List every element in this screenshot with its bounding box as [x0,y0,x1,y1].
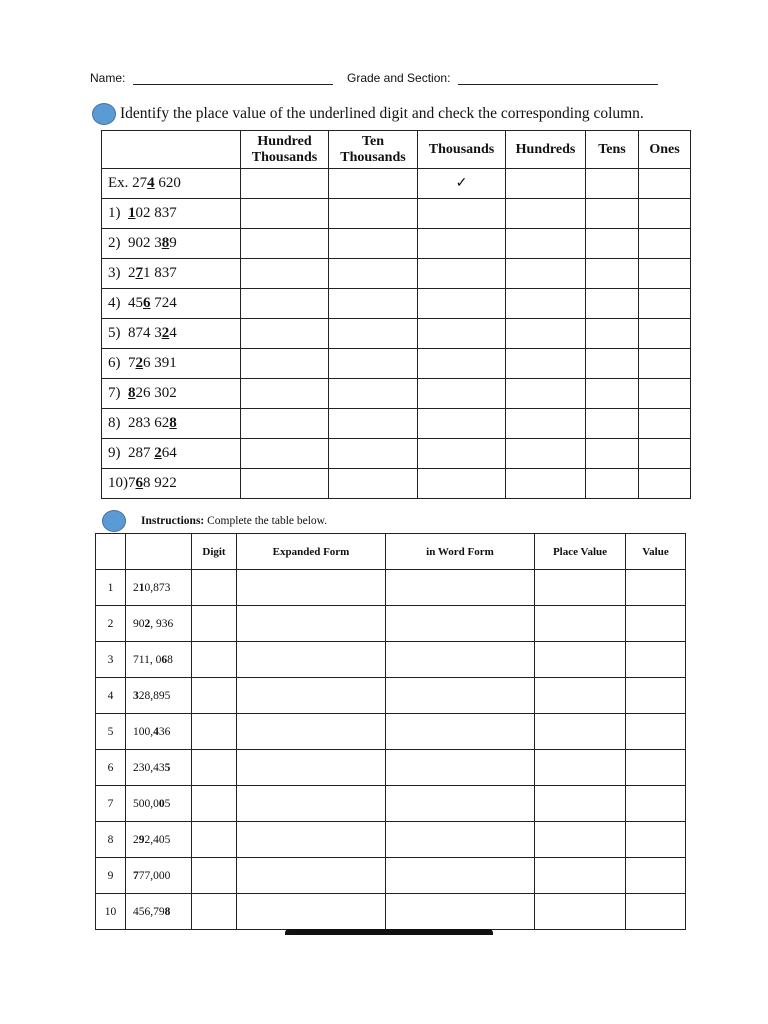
row-label: 4) [108,295,128,311]
check-cell[interactable] [329,469,418,499]
number-post: 620 [154,175,181,191]
check-cell[interactable] [241,379,329,409]
answer-cell[interactable] [192,606,237,642]
underlined-digit: 4 [147,175,155,191]
number-cell [102,379,241,409]
column-header [126,534,192,570]
column-header: Ones [639,131,691,169]
number-cell [102,409,241,439]
number-post: 26 302 [135,385,177,401]
row-label: 2) [108,235,128,251]
check-cell[interactable] [329,409,418,439]
number-cell [126,894,192,930]
bold-digit: 3 [133,689,139,702]
grade-section-blank[interactable] [458,74,658,85]
check-cell[interactable] [639,469,691,499]
bullet-icon [102,510,126,532]
check-cell[interactable] [586,469,639,499]
check-cell[interactable] [241,469,329,499]
answer-cell[interactable] [192,570,237,606]
number-post: 36 [158,725,171,738]
answer-cell[interactable] [237,714,386,750]
answer-cell[interactable] [535,714,626,750]
answer-cell[interactable] [386,822,535,858]
bold-digit: 6 [161,653,168,666]
check-cell[interactable] [329,349,418,379]
table-row [102,409,691,439]
number-pre: 456,79 [133,905,165,918]
answer-cell[interactable] [237,750,386,786]
check-cell[interactable] [586,229,639,259]
part1-instruction: Identify the place value of the underlined digit and check the corresponding column. [120,105,644,122]
check-cell[interactable] [639,409,691,439]
answer-cell[interactable] [192,894,237,930]
check-cell[interactable] [418,349,506,379]
answer-cell[interactable] [192,642,237,678]
answer-cell[interactable] [626,714,686,750]
number-post: 6 391 [143,355,177,371]
number-pre: 7 [128,475,136,491]
row-label: Ex. [108,175,133,191]
answer-cell[interactable] [192,858,237,894]
answer-cell[interactable] [535,606,626,642]
check-cell[interactable] [329,199,418,229]
answer-cell[interactable] [386,894,535,930]
number-post: 0,873 [144,581,171,594]
answer-cell[interactable] [386,570,535,606]
column-header [102,131,241,169]
underlined-digit: 6 [143,295,151,311]
number-post: 4 [169,325,177,341]
bold-digit: 7 [133,869,139,882]
answer-cell[interactable] [626,678,686,714]
check-mark-icon: ✓ [455,176,468,191]
row-label: 9) [108,445,128,461]
table-row [96,858,686,894]
table-row [96,606,686,642]
name-field[interactable] [90,71,333,85]
column-header [96,534,126,570]
answer-cell[interactable] [237,894,386,930]
check-cell[interactable] [329,439,418,469]
row-label: 1) [108,205,128,221]
answer-cell[interactable] [535,750,626,786]
number-post: 9 [169,235,177,251]
check-cell[interactable] [329,319,418,349]
check-cell[interactable] [506,319,586,349]
check-cell[interactable] [241,229,329,259]
check-cell[interactable] [506,169,586,199]
number-cell [126,750,192,786]
row-index: 1 [96,570,126,606]
number-cell [102,289,241,319]
number-cell [126,858,192,894]
check-cell[interactable] [329,379,418,409]
answer-cell[interactable] [626,570,686,606]
instruction-bold: Instructions: [141,515,205,527]
check-cell[interactable] [241,169,329,199]
grade-section-label: Grade and Section: [347,71,451,85]
check-cell[interactable] [639,229,691,259]
underlined-digit: 8 [128,385,136,401]
answer-cell[interactable] [626,786,686,822]
number-pre: 2 [128,265,136,281]
underlined-digit: 2 [161,325,170,341]
column-header: Expanded Form [237,534,386,570]
answer-cell[interactable] [192,678,237,714]
check-cell[interactable] [586,289,639,319]
table-row [102,289,691,319]
number-cell [102,469,241,499]
number-pre: 230,43 [133,761,165,774]
number-post: 8 [167,653,173,666]
name-blank[interactable] [133,74,333,85]
check-cell[interactable] [418,469,506,499]
answer-cell[interactable] [535,642,626,678]
table-row [102,319,691,349]
page-edge-bar [285,929,493,935]
answer-cell[interactable] [535,678,626,714]
check-cell[interactable] [639,319,691,349]
column-header: Place Value [535,534,626,570]
check-cell[interactable] [586,169,639,199]
answer-cell[interactable] [386,786,535,822]
answer-cell[interactable] [237,678,386,714]
check-cell[interactable] [418,199,506,229]
answer-cell[interactable] [237,606,386,642]
number-pre: 45 [128,295,143,311]
check-cell[interactable] [418,289,506,319]
column-header: in Word Form [386,534,535,570]
row-label: 8) [108,415,128,431]
number-pre: 2 [133,833,139,846]
bold-digit: 8 [164,905,171,918]
underlined-digit: 1 [128,205,136,221]
column-header: Value [626,534,686,570]
row-label: 7) [108,385,128,401]
place-value-check-table [101,130,691,499]
row-index: 2 [96,606,126,642]
answer-cell[interactable] [626,822,686,858]
check-cell[interactable] [506,469,586,499]
check-cell[interactable] [418,319,506,349]
bold-digit: 9 [138,833,145,846]
answer-cell[interactable] [626,894,686,930]
number-pre: 90 [133,617,145,630]
answer-cell[interactable] [237,570,386,606]
row-index: 8 [96,822,126,858]
answer-cell[interactable] [535,858,626,894]
number-pre: 500,0 [133,797,159,810]
check-cell[interactable] [506,439,586,469]
number-cell [126,642,192,678]
table-row [102,439,691,469]
check-cell[interactable] [506,289,586,319]
column-header: Tens [586,131,639,169]
number-cell [102,439,241,469]
number-cell [102,349,241,379]
check-cell[interactable] [418,259,506,289]
number-post: 77,000 [138,869,171,882]
check-cell[interactable] [418,229,506,259]
check-cell[interactable] [586,439,639,469]
number-cell [102,199,241,229]
answer-cell[interactable] [535,570,626,606]
column-header: Thousands [418,131,506,169]
row-index: 6 [96,750,126,786]
check-cell[interactable] [241,319,329,349]
number-cell [126,714,192,750]
number-pre: 711, 0 [133,653,162,666]
check-cell[interactable] [506,259,586,289]
table-row [102,259,691,289]
check-cell[interactable] [639,199,691,229]
number-post: 8 922 [143,475,177,491]
number-pre: 287 [128,445,155,461]
answer-cell[interactable] [626,606,686,642]
check-cell[interactable] [639,379,691,409]
check-cell[interactable] [329,289,418,319]
bold-digit: 5 [164,761,171,774]
number-cell [126,570,192,606]
check-cell[interactable] [586,199,639,229]
check-cell[interactable] [241,439,329,469]
bold-digit: 2 [144,617,151,630]
table-row [102,379,691,409]
table-row [102,469,691,499]
column-header: Digit [192,534,237,570]
row-index: 3 [96,642,126,678]
underlined-digit: 2 [154,445,162,461]
underlined-digit: 2 [135,355,143,371]
answer-cell[interactable] [626,750,686,786]
grade-section-field[interactable] [347,71,658,85]
answer-cell[interactable] [626,858,686,894]
number-cell [126,786,192,822]
bullet-icon [92,103,116,125]
bold-digit: 4 [153,725,159,738]
check-cell[interactable] [241,409,329,439]
column-header: Ten Thousands [329,131,418,169]
check-cell[interactable] [639,439,691,469]
number-pre: 100, [133,725,154,738]
answer-cell[interactable] [386,606,535,642]
underlined-digit: 8 [161,235,170,251]
check-cell[interactable] [586,379,639,409]
table-row [96,894,686,930]
row-label: 3) [108,265,128,281]
answer-cell[interactable] [192,714,237,750]
number-cell [126,678,192,714]
check-cell[interactable] [329,259,418,289]
table-row [96,714,686,750]
number-cell [102,319,241,349]
table-row [102,229,691,259]
number-pre: 874 3 [128,325,162,341]
check-cell[interactable] [329,169,418,199]
answer-cell[interactable] [535,786,626,822]
number-pre: 2 [133,581,139,594]
answer-cell[interactable] [386,678,535,714]
table-row [96,786,686,822]
number-post: 724 [150,295,177,311]
number-post: , 936 [150,617,174,630]
column-header: Hundred Thousands [241,131,329,169]
table-row [102,169,691,199]
answer-cell[interactable] [535,822,626,858]
check-cell[interactable] [506,379,586,409]
number-cell [102,259,241,289]
number-cell [102,229,241,259]
check-cell[interactable] [241,259,329,289]
number-pre: 27 [132,175,148,191]
check-cell[interactable] [329,229,418,259]
number-pre: 902 3 [128,235,162,251]
number-post: 28,895 [138,689,171,702]
complete-table [95,533,686,930]
table-row [102,349,691,379]
number-post: 02 837 [135,205,177,221]
number-post: 1 837 [143,265,177,281]
answer-cell[interactable] [386,858,535,894]
answer-cell[interactable] [192,822,237,858]
table-row [96,750,686,786]
part2-instruction [141,515,327,527]
row-label: 6) [108,355,128,371]
row-index: 9 [96,858,126,894]
check-cell[interactable] [418,439,506,469]
row-index: 5 [96,714,126,750]
number-cell [126,822,192,858]
row-index: 4 [96,678,126,714]
check-cell[interactable] [639,169,691,199]
check-cell[interactable] [586,349,639,379]
table-row [96,642,686,678]
underlined-digit: 8 [169,415,177,431]
answer-cell[interactable] [192,786,237,822]
check-cell[interactable] [586,319,639,349]
number-cell [102,169,241,199]
table-row [96,570,686,606]
row-index: 7 [96,786,126,822]
check-cell[interactable] [639,259,691,289]
row-label: 10) [108,475,128,491]
answer-cell[interactable] [192,750,237,786]
number-cell [126,606,192,642]
check-cell[interactable] [241,199,329,229]
check-cell[interactable] [506,349,586,379]
number-post: 2,405 [144,833,171,846]
underlined-digit: 7 [135,265,143,281]
number-post: 64 [161,445,177,461]
answer-cell[interactable] [535,894,626,930]
table-row [96,678,686,714]
answer-cell[interactable] [237,822,386,858]
answer-cell[interactable] [386,750,535,786]
number-post: 5 [164,797,171,810]
answer-cell[interactable] [237,642,386,678]
table-row [96,822,686,858]
instruction-text: Complete the table below. [204,515,328,527]
row-index: 10 [96,894,126,930]
answer-cell[interactable] [626,642,686,678]
answer-cell[interactable] [386,714,535,750]
row-label: 5) [108,325,128,341]
check-cell[interactable] [506,199,586,229]
answer-cell[interactable] [237,786,386,822]
check-cell[interactable] [639,289,691,319]
check-cell[interactable] [241,349,329,379]
name-label: Name: [90,71,126,85]
number-pre: 7 [128,355,136,371]
underlined-digit: 6 [135,475,143,491]
check-cell[interactable] [586,409,639,439]
check-cell[interactable] [506,409,586,439]
check-cell[interactable] [241,289,329,319]
bold-digit: 0 [158,797,165,810]
column-header: Hundreds [506,131,586,169]
check-cell[interactable] [506,229,586,259]
check-cell[interactable] [586,259,639,289]
check-cell[interactable] [418,379,506,409]
check-cell[interactable] [418,169,506,199]
check-cell[interactable] [639,349,691,379]
answer-cell[interactable] [386,642,535,678]
number-pre: 283 62 [128,415,170,431]
answer-cell[interactable] [237,858,386,894]
table-row [102,199,691,229]
bold-digit: 1 [138,581,145,594]
check-cell[interactable] [418,409,506,439]
